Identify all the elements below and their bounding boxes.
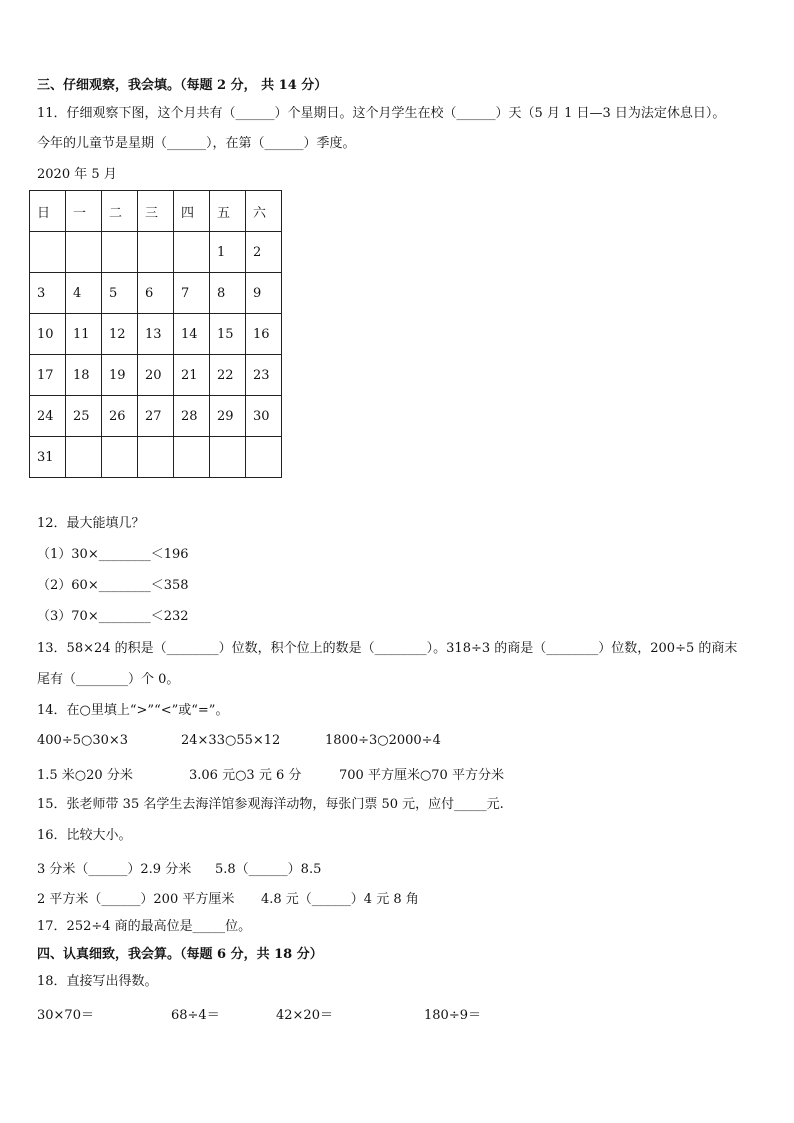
calendar-week-row <box>30 314 282 355</box>
calendar-header-cell: 二 <box>102 191 138 232</box>
calendar-day-cell: 27 <box>138 396 174 437</box>
q16-item: 5.8（______）8.5 <box>215 862 322 877</box>
calendar-day-cell: 17 <box>30 355 66 396</box>
calendar-day-cell <box>174 232 210 273</box>
calendar-header-row <box>30 191 282 232</box>
calendar-day-cell: 7 <box>174 273 210 314</box>
calendar-day-cell: 8 <box>210 273 246 314</box>
q14-expr: 1800÷3○2000÷4 <box>325 733 441 748</box>
calendar-day-cell: 16 <box>246 314 282 355</box>
q13-line-2: 尾有（________）个 0。 <box>37 672 180 687</box>
q13-line-1: 13．58×24 的积是（________）位数，积个位上的数是（________）。318÷3 的商是（________）位数，200÷5 的商末 <box>37 641 738 656</box>
q14-expr: 1.5 米○20 分米 <box>37 768 133 783</box>
calendar-day-cell: 20 <box>138 355 174 396</box>
q18-item: 68÷4＝ <box>171 1008 220 1023</box>
calendar-header-cell: 一 <box>66 191 102 232</box>
calendar-day-cell: 21 <box>174 355 210 396</box>
calendar-day-cell: 31 <box>30 437 66 478</box>
calendar-day-cell: 15 <box>210 314 246 355</box>
calendar-day-cell: 26 <box>102 396 138 437</box>
q14-expr: 700 平方厘米○70 平方分米 <box>339 768 504 783</box>
q14-expr: 3.06 元○3 元 6 分 <box>189 768 302 783</box>
calendar-week-row <box>30 355 282 396</box>
q18-item: 30×70＝ <box>37 1008 94 1023</box>
calendar-day-cell: 13 <box>138 314 174 355</box>
calendar-day-cell: 10 <box>30 314 66 355</box>
calendar-day-cell: 4 <box>66 273 102 314</box>
q12-item-1: （1）30×________＜196 <box>37 547 189 562</box>
q12-item-2: （2）60×________＜358 <box>37 578 189 593</box>
section-4-heading: 四、认真细致，我会算。（每题 6 分，共 18 分） <box>37 947 323 962</box>
calendar-day-cell: 14 <box>174 314 210 355</box>
calendar-day-cell: 23 <box>246 355 282 396</box>
q12-item-3: （3）70×________＜232 <box>37 609 189 624</box>
calendar-header-cell: 六 <box>246 191 282 232</box>
calendar-day-cell: 2 <box>246 232 282 273</box>
calendar-day-cell: 18 <box>66 355 102 396</box>
calendar-header-cell: 日 <box>30 191 66 232</box>
calendar-day-cell: 24 <box>30 396 66 437</box>
q18-item: 180÷9＝ <box>424 1008 481 1023</box>
q11-line-1: 11．仔细观察下图，这个月共有（______）个星期日。这个月学生在校（______）天（5 月 1 日—3 日为法定休息日）。 <box>37 106 726 121</box>
calendar-day-cell <box>210 437 246 478</box>
calendar-table <box>29 190 282 478</box>
q12-title: 12．最大能填几？ <box>37 516 145 531</box>
q16-title: 16．比较大小。 <box>37 828 132 843</box>
calendar-day-cell <box>102 437 138 478</box>
calendar-caption: 2020 年 5 月 <box>37 167 117 182</box>
q14-title: 14．在○里填上“>”“<”或“=”。 <box>37 703 229 718</box>
calendar-day-cell: 12 <box>102 314 138 355</box>
calendar-day-cell: 9 <box>246 273 282 314</box>
q15-line: 15．张老师带 35 名学生去海洋馆参观海洋动物，每张门票 50 元，应付_____元. <box>37 797 504 812</box>
q17-line: 17．252÷4 商的最高位是_____位。 <box>37 919 252 934</box>
calendar-day-cell <box>174 437 210 478</box>
calendar-day-cell: 28 <box>174 396 210 437</box>
calendar-day-cell: 19 <box>102 355 138 396</box>
calendar-day-cell <box>102 232 138 273</box>
q16-item: 4.8 元（______）4 元 8 角 <box>261 892 419 907</box>
calendar-day-cell: 1 <box>210 232 246 273</box>
calendar-day-cell: 5 <box>102 273 138 314</box>
calendar-day-cell: 30 <box>246 396 282 437</box>
calendar-header-cell: 五 <box>210 191 246 232</box>
q18-item: 42×20＝ <box>276 1008 333 1023</box>
calendar-header-cell: 四 <box>174 191 210 232</box>
calendar-day-cell: 29 <box>210 396 246 437</box>
calendar-day-cell <box>66 437 102 478</box>
calendar-week-row <box>30 232 282 273</box>
section-3-heading: 三、仔细观察，我会填。（每题 2 分， 共 14 分） <box>37 78 328 93</box>
calendar-week-row <box>30 273 282 314</box>
q14-expr: 400÷5○30×3 <box>37 733 129 748</box>
calendar-week-row <box>30 396 282 437</box>
q14-expr: 24×33○55×12 <box>181 733 281 748</box>
calendar-day-cell: 25 <box>66 396 102 437</box>
calendar-week-row <box>30 437 282 478</box>
q16-item: 3 分米（______）2.9 分米 <box>37 862 192 877</box>
q18-title: 18．直接写出得数。 <box>37 974 158 989</box>
calendar-day-cell <box>30 232 66 273</box>
calendar-day-cell: 6 <box>138 273 174 314</box>
calendar-header-cell: 三 <box>138 191 174 232</box>
calendar-day-cell <box>66 232 102 273</box>
calendar-day-cell: 22 <box>210 355 246 396</box>
calendar-day-cell <box>138 232 174 273</box>
q11-line-2: 今年的儿童节是星期（______），在第（______）季度。 <box>37 136 356 151</box>
calendar-day-cell: 11 <box>66 314 102 355</box>
calendar-day-cell <box>246 437 282 478</box>
calendar-day-cell <box>138 437 174 478</box>
q16-item: 2 平方米（______）200 平方厘米 <box>37 892 235 907</box>
calendar-day-cell: 3 <box>30 273 66 314</box>
